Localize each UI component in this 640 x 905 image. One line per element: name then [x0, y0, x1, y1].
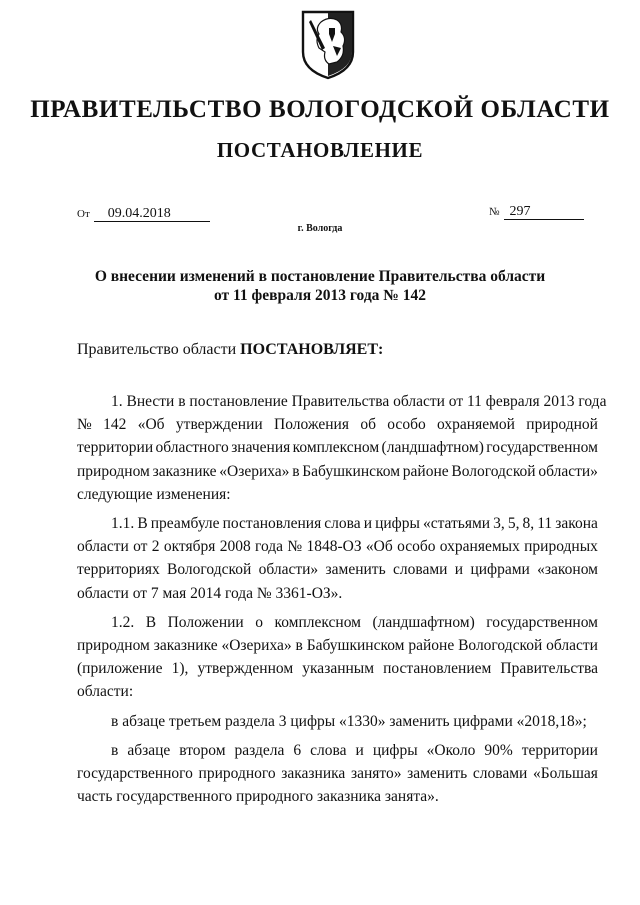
word: 90% [484, 741, 513, 759]
date-label: От [77, 208, 90, 220]
word: слова [324, 515, 361, 533]
word: «Большая [532, 765, 598, 783]
word: 2008 [219, 538, 251, 556]
word: Вологодской [167, 561, 252, 579]
word: особо [397, 538, 436, 556]
word: 1.1. [111, 515, 135, 533]
word: «Об [365, 538, 393, 556]
word: области [546, 637, 598, 655]
word: 1), [171, 660, 189, 678]
word: 3, [493, 515, 505, 533]
word: «Озериха» [221, 637, 292, 655]
word: и [363, 515, 372, 533]
word: октября [163, 538, 216, 556]
word: (ландшафтном) [372, 613, 475, 631]
word: «Об [137, 416, 165, 434]
word: «Озериха» [219, 462, 290, 480]
word: (приложение [77, 660, 163, 678]
word: от [133, 538, 148, 556]
date-value: 09.04.2018 [94, 206, 210, 222]
word: Положения [274, 416, 349, 434]
word: Вологодской [458, 637, 543, 655]
word: указанным [302, 660, 375, 678]
paragraph-line [77, 535, 598, 558]
city-label: г. Вологда [297, 223, 343, 234]
paragraph-line [77, 762, 598, 785]
word: охраняемой [437, 416, 515, 434]
word: втором [179, 741, 226, 759]
word: Вологодской [451, 462, 536, 480]
word: 11 [537, 515, 553, 533]
word: и [454, 561, 464, 579]
intro-decree-word: ПОСТАНОВЛЯЕТ: [240, 341, 384, 358]
number-value: 297 [504, 204, 584, 220]
word: в [111, 741, 119, 759]
word: закона [555, 515, 598, 533]
word: природном [77, 462, 150, 480]
word: комплексном [292, 439, 380, 457]
word: занято» [350, 765, 402, 783]
word: области» [538, 462, 598, 480]
word: государственном [486, 613, 598, 631]
word: № [287, 538, 303, 556]
word: «законом [537, 561, 598, 579]
word: преамбуле [150, 515, 220, 533]
word: природном [77, 637, 150, 655]
word: области [77, 538, 129, 556]
word: значения [231, 439, 291, 457]
word: утвержденном [197, 660, 294, 678]
word: об [360, 416, 376, 434]
paragraph-line [77, 413, 598, 436]
word: государственного [77, 765, 193, 783]
word: «Около [426, 741, 476, 759]
word: «статьями [422, 515, 491, 533]
word: утверждении [175, 416, 263, 434]
intro-text: Правительство области [77, 341, 237, 358]
word: цифры [372, 741, 418, 759]
word: (ландшафтном) [381, 439, 484, 457]
word: о [255, 613, 263, 631]
paragraph-line: области: [77, 683, 134, 701]
word: природного [198, 765, 276, 783]
word: заказника [281, 765, 346, 783]
word: природных [524, 538, 598, 556]
paragraph-line [77, 657, 598, 680]
word: области» [258, 561, 319, 579]
word: особо [387, 416, 426, 434]
word: Положении [167, 613, 244, 631]
word: заказнике [153, 637, 218, 655]
government-title: ПРАВИТЕЛЬСТВО ВОЛОГОДСКОЙ ОБЛАСТИ [30, 96, 610, 123]
word: Бабушкинском [306, 637, 405, 655]
word: заказнике [152, 462, 217, 480]
word: комплексном [274, 613, 361, 631]
paragraph-line: следующие изменения: [77, 485, 231, 503]
word: словами [472, 765, 528, 783]
paragraph-line [77, 739, 598, 762]
paragraph-line: области от 7 мая 2014 года № 3361-ОЗ». [77, 584, 343, 602]
word: заменить [407, 765, 468, 783]
word: 2 [151, 538, 160, 556]
paragraph-line [77, 436, 598, 459]
document-date [77, 206, 210, 222]
word: районе [402, 462, 449, 480]
word: охраняемых [439, 538, 520, 556]
paragraph-line: 1. Внести в постановление Правительства области от 11 февраля 2013 года [111, 393, 607, 410]
word: 142 [103, 416, 127, 434]
word: цифрами [470, 561, 530, 579]
word: и [355, 741, 364, 759]
word: постановления [222, 515, 322, 533]
word: Бабушкинском [302, 462, 401, 480]
word: областного [155, 439, 229, 457]
word: В [137, 515, 148, 533]
word: 8, [522, 515, 535, 533]
word: цифры [375, 515, 420, 533]
word: государственном [486, 439, 598, 457]
word: в [295, 637, 303, 655]
paragraph-line [77, 634, 598, 657]
subject-line: от 11 февраля 2013 года № 142 [214, 287, 426, 304]
word: в [292, 462, 300, 480]
word: раздела [234, 741, 285, 759]
paragraph-line: часть государственного природного заказника занята». [77, 788, 439, 806]
document-type-title: ПОСТАНОВЛЕНИЕ [216, 138, 424, 162]
word: 5, [507, 515, 520, 533]
word: абзаце [127, 741, 171, 759]
coat-of-arms-emblem [299, 8, 357, 80]
word: территории [521, 741, 598, 759]
document-subject [0, 267, 640, 305]
document-number [489, 204, 584, 220]
word: 1848-ОЗ [306, 538, 362, 556]
word: территории [77, 439, 154, 457]
word: постановлением [383, 660, 492, 678]
subject-line: О внесении изменений в постановление Правительства области [94, 268, 546, 285]
word: года [255, 538, 284, 556]
paragraph-line: в абзаце третьем раздела 3 цифры «1330» заменить цифрами «2018,18»; [111, 712, 587, 730]
word: районе [408, 637, 455, 655]
document-body [77, 390, 607, 808]
word: Правительства [500, 660, 598, 678]
word: 6 [293, 741, 302, 759]
paragraph-line [77, 512, 598, 535]
paragraph-line [77, 611, 598, 634]
word: территориях [77, 561, 160, 579]
word: № [77, 416, 92, 434]
word: природной [526, 416, 598, 434]
paragraph-line [77, 558, 598, 581]
word: 1.2. [111, 613, 135, 631]
word: заменить [325, 561, 386, 579]
word: словами [392, 561, 448, 579]
word: слова [310, 741, 347, 759]
word: В [145, 613, 157, 631]
number-label: № [489, 206, 500, 218]
paragraph-line [77, 460, 598, 483]
intro-line [77, 341, 383, 359]
